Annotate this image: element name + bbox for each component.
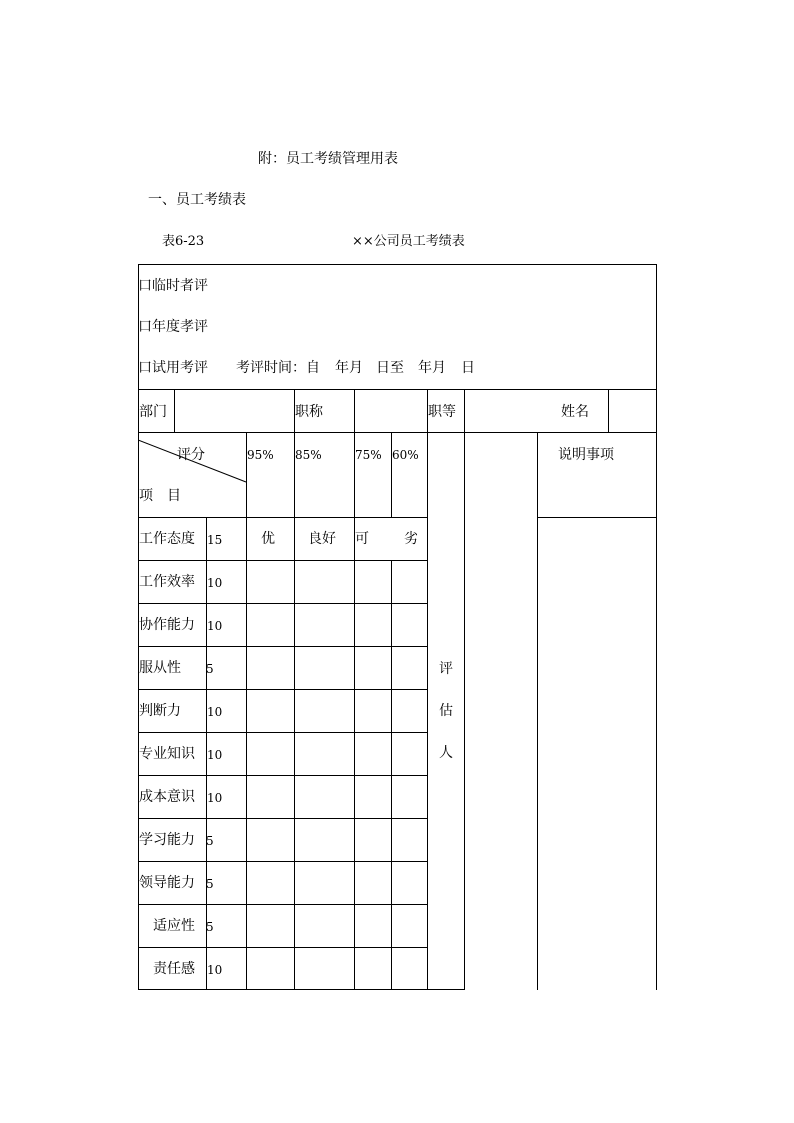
item-name: 适应性 [153, 918, 195, 934]
item-weight: 10 [207, 705, 223, 719]
item-weight: 5 [206, 877, 214, 891]
item-name: 服从性 [139, 660, 181, 676]
score-header: 评分 [177, 447, 205, 463]
page-heading: 附：员工考绩管理用表 [258, 151, 398, 167]
section-title: 一、员工考绩表 [148, 192, 246, 208]
checkbox-icon[interactable]: 口 [138, 278, 152, 294]
checkbox-icon[interactable]: 口 [138, 360, 152, 376]
item-name: 协作能力 [139, 617, 195, 633]
pct-75: 75% [355, 448, 382, 462]
checkbox-icon[interactable]: 口 [138, 319, 152, 335]
table-title: ××公司员工考绩表 [352, 234, 465, 249]
grade-poor: 劣 [404, 531, 418, 547]
item-name: 学习能力 [139, 832, 195, 848]
item-weight: 5 [206, 834, 214, 848]
table-number: 表6-23 [162, 234, 205, 249]
period-to-unit: 年月 [418, 360, 446, 376]
option-annual [138, 319, 208, 335]
item-weight: 5 [206, 920, 214, 934]
job-title-label: 职称 [295, 404, 323, 420]
period-to-day: 日 [461, 360, 475, 376]
pct-85: 85% [295, 448, 322, 462]
item-weight: 10 [207, 748, 223, 762]
grade-good: 良好 [308, 531, 336, 547]
dept-label: 部门 [139, 404, 167, 420]
evaluator-char: 人 [439, 745, 453, 761]
option-label: 试用考评 [152, 360, 208, 376]
name-label: 姓名 [561, 404, 589, 420]
evaluator-char: 估 [439, 703, 453, 719]
pct-95: 95% [247, 448, 274, 462]
item-weight: 15 [207, 533, 223, 547]
item-name: 领导能力 [139, 875, 195, 891]
item-weight: 10 [207, 963, 223, 977]
option-temporary [138, 278, 208, 294]
option-trial [138, 360, 208, 376]
item-name: 工作效率 [139, 574, 195, 590]
item-name: 判断力 [139, 703, 181, 719]
item-name: 责任感 [153, 961, 195, 977]
notes-header: 说明事项 [558, 447, 614, 463]
pct-60: 60% [392, 448, 419, 462]
item-weight: 5 [206, 662, 214, 676]
item-name: 工作态度 [139, 531, 195, 547]
evaluator-char: 评 [439, 661, 453, 677]
grade-fair: 可 [355, 531, 369, 547]
job-grade-label: 职等 [428, 404, 456, 420]
item-weight: 10 [207, 576, 223, 590]
period-label: 考评时间：自 [236, 360, 320, 376]
item-weight: 10 [207, 619, 223, 633]
item-header: 项 目 [139, 488, 181, 504]
item-name: 专业知识 [139, 746, 195, 762]
period-from-day: 日至 [376, 360, 404, 376]
period-from-unit: 年月 [335, 360, 363, 376]
item-weight: 10 [207, 791, 223, 805]
item-name: 成本意识 [139, 789, 195, 805]
option-label: 年度孝评 [152, 319, 208, 335]
grade-excellent: 优 [261, 531, 275, 547]
option-label: 临时者评 [152, 278, 208, 294]
